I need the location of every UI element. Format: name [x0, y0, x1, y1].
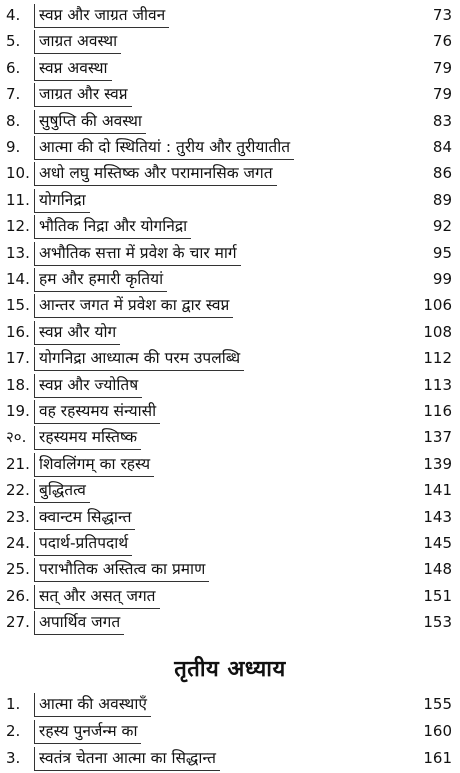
entry-number: 16.	[6, 322, 30, 341]
entry-number: 9.	[6, 138, 21, 156]
entry-title: सत् और असत् जगत	[34, 585, 160, 609]
entry-number: 1.	[6, 695, 21, 713]
toc-entry	[0, 693, 460, 719]
toc-entry	[0, 242, 460, 268]
toc-entry	[0, 268, 460, 294]
entry-number: 8.	[6, 111, 21, 130]
toc-entry	[0, 747, 460, 773]
entry-number: 19.	[6, 402, 30, 420]
entry-number: 27.	[6, 613, 30, 632]
entry-page-number: 79	[432, 58, 452, 77]
entry-title: आत्मा की अवस्थाएँ	[34, 693, 151, 717]
entry-page-number: 86	[432, 164, 452, 183]
toc-entry	[0, 585, 460, 611]
entry-page-number: 141	[423, 481, 452, 500]
entry-number: 22.	[6, 481, 30, 500]
entry-title: हम और हमारी कृतियां	[34, 268, 167, 292]
entry-title: बुद्धितत्व	[34, 479, 90, 503]
entry-number: 5.	[6, 32, 21, 51]
entry-title: जाग्रत अवस्था	[34, 30, 121, 54]
entry-page-number: 116	[423, 402, 452, 420]
toc-entry	[0, 347, 460, 373]
entry-number: 2.	[6, 722, 21, 740]
toc-entry	[0, 136, 460, 162]
toc-entry	[0, 558, 460, 584]
entry-number: 24.	[6, 534, 30, 552]
toc-entry	[0, 189, 460, 215]
toc-entry	[0, 400, 460, 426]
entry-title: रहस्य पुनर्जन्म का	[34, 720, 141, 744]
entry-page-number: 112	[423, 349, 452, 368]
entry-title: स्वप्न और जाग्रत जीवन	[34, 4, 169, 28]
entry-title: योगनिद्रा आध्यात्म की परम उपलब्धि	[34, 347, 244, 371]
toc-entry	[0, 720, 460, 746]
entry-page-number: 151	[423, 586, 452, 605]
entry-number: 23.	[6, 507, 30, 526]
entry-title: स्वतंत्र चेतना आत्मा का सिद्धान्त	[34, 747, 220, 771]
entry-page-number: 143	[423, 507, 452, 526]
entry-title: क्वान्टम सिद्धान्त	[34, 506, 135, 530]
entry-title: शिवलिंगम् का रहस्य	[34, 453, 154, 477]
entry-page-number: 153	[423, 613, 452, 632]
entry-title: अधो लघु मस्तिष्क और परामानसिक जगत	[34, 162, 277, 186]
toc-entry	[0, 374, 460, 400]
entry-number: 12.	[6, 217, 30, 236]
entry-page-number: 106	[423, 296, 452, 315]
entry-page-number: 76	[432, 32, 452, 51]
toc-entry	[0, 57, 460, 83]
toc-entry	[0, 4, 460, 30]
entry-number: 14.	[6, 270, 30, 288]
entry-page-number: 108	[423, 322, 452, 341]
entry-number: 4.	[6, 6, 21, 24]
entry-title: पराभौतिक अस्तित्व का प्रमाण	[34, 558, 209, 582]
entry-number: २०.	[6, 428, 27, 447]
toc-entry	[0, 215, 460, 241]
entry-page-number: 148	[423, 560, 452, 579]
entry-title: भौतिक निद्रा और योगनिद्रा	[34, 215, 191, 239]
entry-number: 10.	[6, 164, 30, 183]
entry-title: योगनिद्रा	[34, 189, 90, 213]
entry-title: वह रहस्यमय संन्यासी	[34, 400, 160, 424]
toc-entry	[0, 294, 460, 320]
entry-page-number: 145	[423, 534, 452, 552]
entry-title: अपार्थिव जगत	[34, 611, 124, 635]
entry-title: सुषुप्ति की अवस्था	[34, 110, 146, 134]
toc-entry	[0, 506, 460, 532]
entry-page-number: 155	[423, 695, 452, 713]
entry-number: 25.	[6, 560, 30, 579]
entry-page-number: 92	[432, 217, 452, 236]
toc-entry	[0, 30, 460, 56]
chapter-three-heading: तृतीय अध्याय	[174, 657, 286, 682]
entry-page-number: 83	[432, 111, 452, 130]
entry-page-number: 73	[432, 6, 452, 24]
toc-entry	[0, 162, 460, 188]
toc-entry	[0, 611, 460, 637]
entry-title: रहस्यमय मस्तिष्क	[34, 426, 141, 450]
entry-title: पदार्थ-प्रतिपदार्थ	[34, 532, 132, 556]
entry-page-number: 84	[432, 138, 452, 156]
entry-page-number: 137	[423, 428, 452, 447]
entry-number: 11.	[6, 190, 30, 209]
toc-entry	[0, 321, 460, 347]
toc-entry	[0, 110, 460, 136]
entry-page-number: 160	[423, 722, 452, 740]
entry-title: आत्मा की दो स्थितियां : तुरीय और तुरीयातीत	[34, 136, 294, 160]
entry-number: 6.	[6, 58, 21, 77]
entry-title: स्वप्न और ज्योतिष	[34, 374, 142, 398]
entry-title: स्वप्न और योग	[34, 321, 120, 345]
entry-number: 17.	[6, 349, 30, 368]
entry-number: 26.	[6, 586, 30, 605]
entry-page-number: 161	[423, 749, 452, 767]
entry-number: 18.	[6, 375, 30, 394]
entry-number: 15.	[6, 296, 30, 315]
toc-entry	[0, 532, 460, 558]
entry-page-number: 89	[432, 190, 452, 209]
entry-title: अभौतिक सत्ता में प्रवेश के चार मार्ग	[34, 242, 241, 266]
entry-title: जाग्रत और स्वप्न	[34, 83, 132, 107]
toc-entry	[0, 426, 460, 452]
entry-page-number: 99	[432, 270, 452, 288]
toc-entry	[0, 479, 460, 505]
entry-number: 3.	[6, 749, 21, 767]
entry-number: 21.	[6, 454, 30, 473]
entry-page-number: 139	[423, 454, 452, 473]
entry-page-number: 79	[432, 85, 452, 104]
entry-page-number: 95	[432, 243, 452, 262]
entry-page-number: 113	[423, 375, 452, 394]
entry-title: आन्तर जगत में प्रवेश का द्वार स्वप्न	[34, 294, 233, 318]
toc-entry	[0, 453, 460, 479]
entry-number: 7.	[6, 85, 21, 104]
entry-number: 13.	[6, 243, 30, 262]
entry-title: स्वप्न अवस्था	[34, 57, 112, 81]
toc-entry	[0, 83, 460, 109]
